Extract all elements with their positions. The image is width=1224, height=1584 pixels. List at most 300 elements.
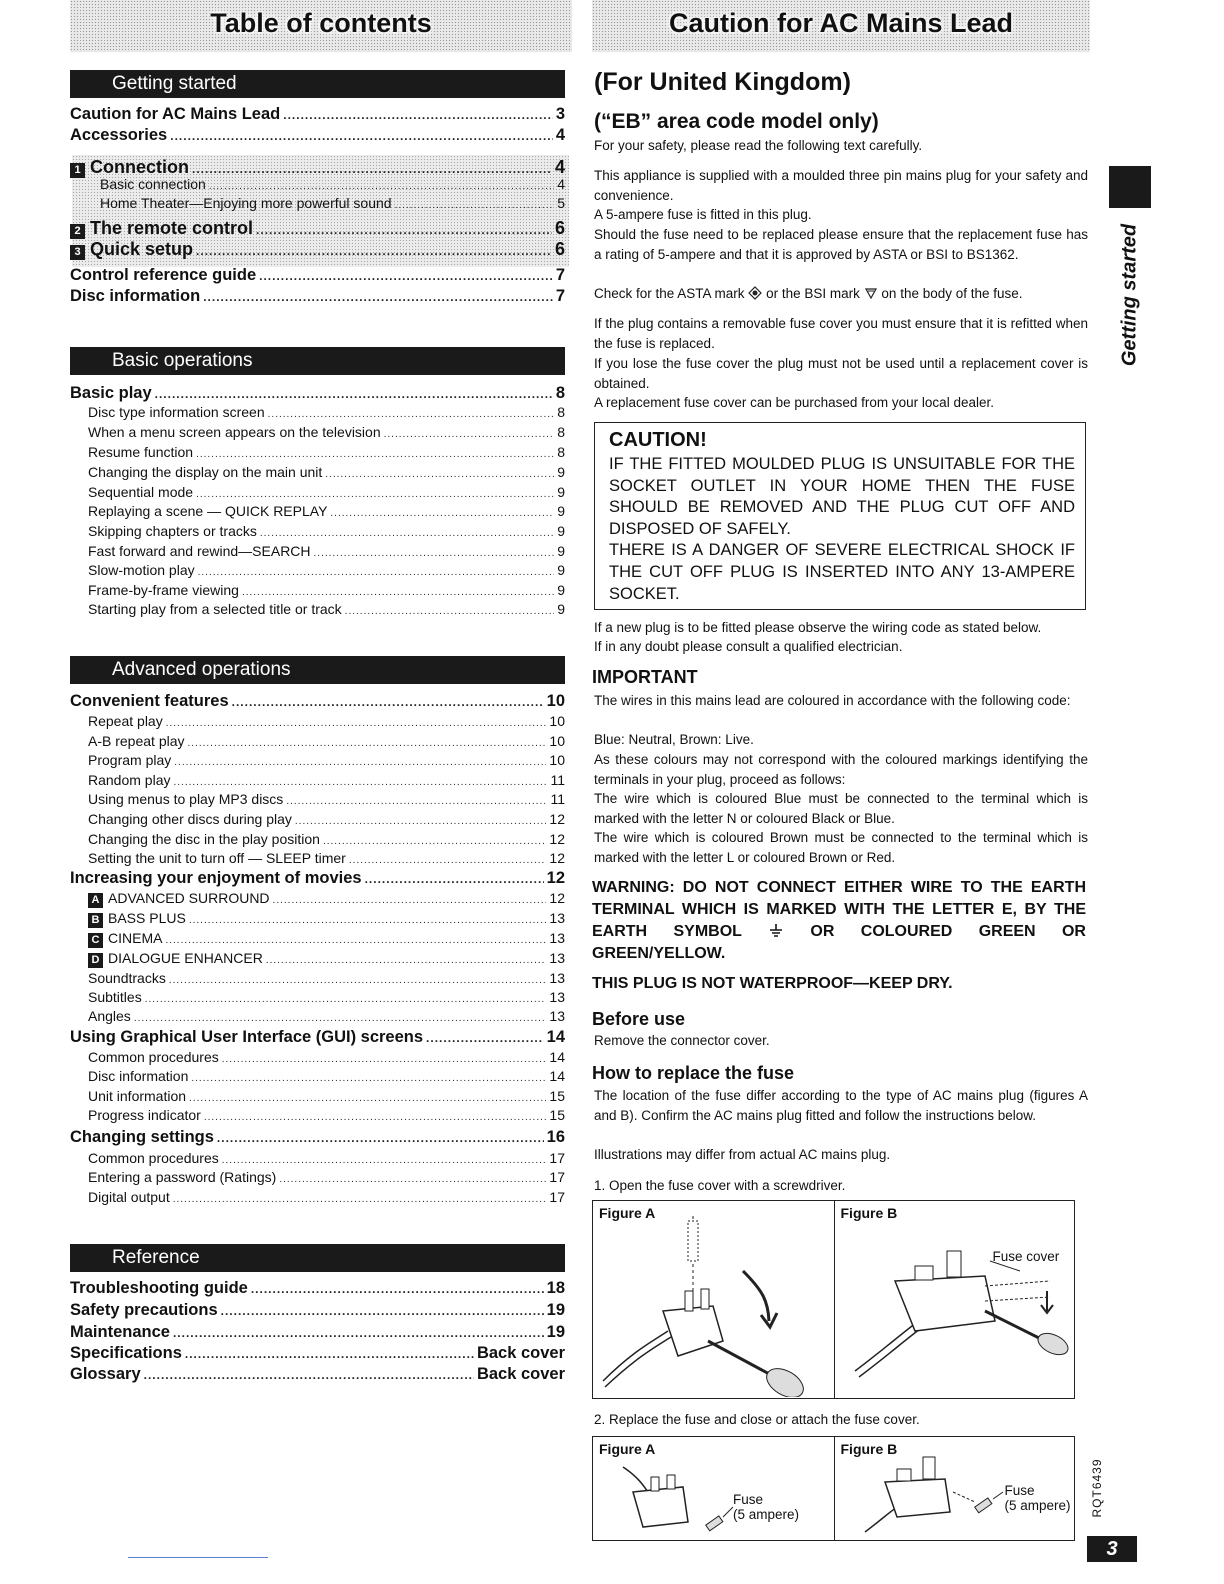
toc-label-text: Using Graphical User Interface (GUI) screens bbox=[70, 1028, 424, 1046]
toc-label-text: Control reference guide bbox=[70, 266, 257, 284]
toc-label bbox=[70, 157, 189, 178]
toc-leader-dots bbox=[273, 895, 547, 906]
replace-fuse-text: The location of the fuse differ according to the type of AC mains plug (figures A and B). Confirm the AC mains plug fitted and follow the instructions below. bbox=[594, 1088, 1088, 1123]
side-tab-text: Getting started bbox=[1118, 223, 1141, 367]
fuse-rating-a: (5 ampere) bbox=[733, 1507, 800, 1522]
toc-row bbox=[70, 1279, 565, 1298]
section-bar-advanced-operations: Advanced operations bbox=[70, 656, 565, 684]
toc-label-text: Angles bbox=[88, 1008, 131, 1024]
important-heading: IMPORTANT bbox=[592, 667, 698, 687]
toc-label bbox=[88, 791, 283, 807]
side-tab-block bbox=[1109, 166, 1151, 208]
toc-row bbox=[70, 1365, 565, 1384]
toc-row bbox=[70, 950, 565, 968]
toc-label-text: Changing the display on the main unit bbox=[88, 464, 323, 480]
toc-page-number: 9 bbox=[557, 523, 565, 539]
toc-leader-dots bbox=[173, 1326, 544, 1340]
toc-badge: B bbox=[88, 913, 103, 928]
earth-symbol-icon bbox=[768, 924, 784, 938]
toc-label-text: Changing other discs during play bbox=[88, 811, 292, 827]
toc-page-number: 8 bbox=[557, 424, 565, 440]
toc-label bbox=[70, 126, 167, 145]
toc-leader-dots bbox=[395, 200, 555, 211]
toc-row bbox=[70, 287, 565, 306]
toc-title: Table of contents bbox=[210, 8, 432, 38]
toc-leader-dots bbox=[169, 975, 547, 986]
toc-label bbox=[70, 105, 280, 124]
toc-page-number: 17 bbox=[549, 1150, 565, 1166]
toc-row bbox=[70, 484, 565, 500]
intro-text: For your safety, please read the following text carefully. bbox=[594, 138, 923, 153]
toc-label-text: Home Theater—Enjoying more powerful sound bbox=[100, 195, 392, 211]
toc-label bbox=[70, 1344, 182, 1363]
toc-page-number: 19 bbox=[546, 1323, 565, 1341]
toc-label bbox=[70, 384, 152, 403]
toc-page-number: 9 bbox=[557, 543, 565, 559]
toc-leader-dots bbox=[283, 108, 553, 122]
footer-link-line bbox=[128, 1557, 268, 1558]
toc-label-text: Program play bbox=[88, 752, 172, 768]
toc-label-text: The remote control bbox=[90, 218, 254, 238]
toc-page-number: 18 bbox=[546, 1279, 565, 1297]
toc-label-text: Disc information bbox=[88, 1068, 189, 1084]
toc-row bbox=[70, 1323, 565, 1342]
toc-leader-dots bbox=[203, 290, 553, 304]
toc-label bbox=[88, 910, 186, 928]
toc-page-number: 11 bbox=[550, 791, 565, 807]
para-fuse-cover: If the plug contains a removable fuse cover you must ensure that it is refitted when the fuse is replaced. bbox=[594, 316, 1088, 351]
toc-page-number: 8 bbox=[557, 444, 565, 460]
toc-leader-dots bbox=[173, 1194, 547, 1205]
toc-leader-dots bbox=[170, 129, 553, 143]
toc-leader-dots bbox=[268, 409, 555, 420]
toc-label bbox=[70, 1323, 170, 1342]
toc-leader-dots bbox=[279, 1174, 546, 1185]
toc-label-text: Starting play from a selected title or track bbox=[88, 601, 342, 617]
section-bar-getting-started: Getting started bbox=[70, 70, 565, 98]
toc-leader-dots bbox=[222, 1054, 547, 1065]
figure-a-open bbox=[593, 1201, 834, 1398]
toc-leader-dots bbox=[323, 836, 546, 847]
toc-label bbox=[88, 772, 171, 788]
toc-leader-dots bbox=[260, 528, 554, 539]
toc-page-number: 3 bbox=[555, 105, 565, 123]
toc-label-text: Specifications bbox=[70, 1344, 182, 1362]
toc-leader-dots bbox=[295, 816, 547, 827]
toc-row bbox=[70, 424, 565, 440]
toc-page-number: 9 bbox=[557, 484, 565, 500]
figure-a-fuse-label: Figure A bbox=[599, 1441, 656, 1457]
toc-row bbox=[70, 582, 565, 598]
toc-leader-dots bbox=[266, 955, 547, 966]
toc-label-text: Setting the unit to turn off — SLEEP timer bbox=[88, 850, 346, 866]
toc-label-text: Fast forward and rewind—SEARCH bbox=[88, 543, 311, 559]
toc-badge: C bbox=[88, 933, 103, 948]
toc-leader-dots bbox=[365, 872, 544, 886]
toc-label-text: Convenient features bbox=[70, 692, 229, 710]
toc-label bbox=[88, 464, 322, 480]
toc-label bbox=[70, 1365, 141, 1384]
toc-page-number: 9 bbox=[557, 562, 565, 578]
para-check-mark bbox=[594, 284, 1088, 304]
plug-screwdriver-illustration bbox=[593, 1201, 821, 1397]
toc-label bbox=[88, 811, 292, 827]
toc-badge: 1 bbox=[70, 163, 85, 178]
toc-label bbox=[70, 1279, 248, 1298]
toc-label bbox=[88, 1169, 276, 1185]
toc-page-number: 10 bbox=[546, 692, 565, 710]
toc-page-number: 12 bbox=[546, 869, 565, 887]
toc-label bbox=[88, 989, 142, 1005]
illustration-note: Illustrations may differ from actual AC mains plug. bbox=[594, 1147, 891, 1162]
toc-label bbox=[88, 930, 162, 948]
toc-label-text: Subtitles bbox=[88, 989, 142, 1005]
toc-label-text: Replaying a scene — QUICK REPLAY bbox=[88, 503, 328, 519]
para-lose-cover: If you lose the fuse cover the plug must not be used until a replacement cover is obtained. bbox=[594, 356, 1088, 391]
toc-label-text: When a menu screen appears on the television bbox=[88, 424, 381, 440]
caution-title: Caution for AC Mains Lead bbox=[668, 8, 1013, 38]
toc-leader-dots bbox=[204, 1112, 547, 1123]
toc-row bbox=[70, 601, 565, 617]
toc-row bbox=[70, 752, 565, 768]
toc-label-text: Glossary bbox=[70, 1365, 141, 1383]
toc-label bbox=[88, 543, 311, 559]
para-new-plug: If a new plug is to be fitted please observe the wiring code as stated below. bbox=[594, 620, 1042, 635]
toc-page-number: 12 bbox=[549, 811, 565, 827]
toc-row bbox=[70, 1008, 565, 1024]
toc-leader-dots bbox=[259, 269, 553, 283]
toc-row bbox=[70, 523, 565, 539]
toc-label-text: Digital output bbox=[88, 1189, 170, 1205]
replace-fuse-heading: How to replace the fuse bbox=[592, 1063, 795, 1083]
toc-label-text: CINEMA bbox=[108, 930, 163, 946]
toc-row bbox=[70, 176, 565, 192]
toc-label-text: Accessories bbox=[70, 126, 168, 144]
toc-page-number: 9 bbox=[557, 464, 565, 480]
model-code: RQT6439 bbox=[1090, 1458, 1104, 1518]
toc-page-number: 13 bbox=[549, 910, 565, 926]
toc-page-number: 4 bbox=[555, 126, 565, 144]
figure-b-label: Figure B bbox=[840, 1205, 898, 1221]
caution-box-text-1: IF THE FITTED MOULDED PLUG IS UNSUITABLE FOR THE SOCKET OUTLET IN YOUR HOME THEN THE FUSE SHOULD BE REMOVED AND THE PLUG CUT OFF AND DISPOSED OF SAFELY. bbox=[609, 455, 1075, 538]
toc-label bbox=[88, 850, 346, 866]
toc-row bbox=[70, 266, 565, 285]
toc-row bbox=[70, 1107, 565, 1123]
before-use-text: Remove the connector cover. bbox=[594, 1033, 770, 1048]
toc-label-text: Entering a password (Ratings) bbox=[88, 1169, 277, 1185]
toc-label-text: Frame-by-frame viewing bbox=[88, 582, 239, 598]
toc-row bbox=[70, 1028, 565, 1047]
toc-row bbox=[70, 105, 565, 124]
toc-label-text: A-B repeat play bbox=[88, 733, 185, 749]
imp-markings: As these colours may not correspond with the coloured markings identifying the terminals in your plug, proceed as follows: bbox=[594, 752, 1088, 787]
toc-label bbox=[88, 831, 320, 847]
toc-page-number: 5 bbox=[557, 195, 565, 211]
toc-leader-dots bbox=[196, 449, 554, 460]
toc-label-text: Skipping chapters or tracks bbox=[88, 523, 257, 539]
toc-row bbox=[70, 195, 565, 211]
toc-label-text: Troubleshooting guide bbox=[70, 1279, 248, 1297]
figure-b-open bbox=[834, 1201, 1075, 1398]
toc-label-text: Sequential mode bbox=[88, 484, 194, 500]
toc-label-text: Basic connection bbox=[100, 176, 206, 192]
toc-label-text: Changing settings bbox=[70, 1128, 214, 1146]
toc-page-number: 7 bbox=[555, 287, 565, 305]
toc-label bbox=[70, 266, 256, 285]
toc-leader-dots bbox=[217, 1131, 544, 1145]
toc-label-text: ADVANCED SURROUND bbox=[108, 890, 270, 906]
toc-page-number: 13 bbox=[549, 989, 565, 1005]
para-electrician: If in any doubt please consult a qualified electrician. bbox=[594, 639, 903, 654]
toc-label bbox=[88, 1008, 131, 1024]
toc-header bbox=[70, 0, 572, 52]
toc-label-text: Random play bbox=[88, 772, 171, 788]
toc-leader-dots bbox=[314, 548, 555, 559]
toc-row bbox=[70, 692, 565, 711]
toc-page-number: 13 bbox=[549, 950, 565, 966]
fuse-rating-b: (5 ampere) bbox=[1004, 1498, 1071, 1513]
para-replacement: Should the fuse need to be replaced please ensure that the replacement fuse has a rating of 5-ampere and that it is approved by ASTA or BSI to BS1362. bbox=[594, 227, 1088, 262]
toc-badge: D bbox=[88, 953, 103, 968]
figure-a-label: Figure A bbox=[599, 1205, 656, 1221]
toc-leader-dots bbox=[384, 429, 555, 440]
section-bar-reference: Reference bbox=[70, 1244, 565, 1272]
toc-leader-dots bbox=[196, 244, 552, 258]
section-bar-basic-operations: Basic operations bbox=[70, 347, 565, 375]
fuse-text-a: Fuse bbox=[733, 1492, 764, 1507]
toc-page-number: 14 bbox=[546, 1028, 565, 1046]
toc-page-number: 12 bbox=[549, 850, 565, 866]
warning-text bbox=[592, 877, 1086, 965]
toc-row bbox=[70, 384, 565, 403]
toc-label bbox=[88, 890, 270, 908]
toc-label bbox=[88, 1189, 170, 1205]
toc-row bbox=[70, 1049, 565, 1065]
toc-row bbox=[70, 713, 565, 729]
toc-label-text: Unit information bbox=[88, 1088, 187, 1104]
toc-leader-dots bbox=[192, 162, 552, 176]
toc-row bbox=[70, 1301, 565, 1320]
toc-page-number: 14 bbox=[549, 1049, 565, 1065]
toc-label bbox=[70, 1028, 423, 1047]
toc-label bbox=[88, 523, 257, 539]
toc-leader-dots bbox=[185, 1347, 474, 1361]
toc-label bbox=[88, 1049, 219, 1065]
toc-leader-dots bbox=[426, 1031, 544, 1045]
toc-leader-dots bbox=[196, 489, 554, 500]
toc-leader-dots bbox=[144, 1368, 474, 1382]
toc-leader-dots bbox=[198, 567, 555, 578]
asta-mark-icon bbox=[748, 286, 762, 300]
toc-label-text: Maintenance bbox=[70, 1323, 170, 1341]
fuse-text-b: Fuse bbox=[1004, 1483, 1035, 1498]
toc-row bbox=[70, 1068, 565, 1084]
toc-row bbox=[70, 989, 565, 1005]
toc-row bbox=[70, 733, 565, 749]
toc-leader-dots bbox=[189, 915, 547, 926]
toc-label-text: Changing the disc in the play position bbox=[88, 831, 320, 847]
toc-row bbox=[70, 869, 565, 888]
toc-page-number: 13 bbox=[549, 970, 565, 986]
toc-page-number: 8 bbox=[557, 404, 565, 420]
caution-box-title: CAUTION! bbox=[609, 429, 707, 451]
toc-leader-dots bbox=[345, 606, 555, 617]
toc-page-number: 12 bbox=[549, 831, 565, 847]
toc-page-number: 17 bbox=[549, 1169, 565, 1185]
para-fuse-fitted: A 5-ampere fuse is fitted in this plug. bbox=[594, 207, 812, 222]
toc-row bbox=[70, 1344, 565, 1363]
figure-box-replace-fuse bbox=[592, 1436, 1075, 1541]
toc-label bbox=[88, 503, 327, 519]
toc-label bbox=[88, 950, 263, 968]
toc-row bbox=[70, 503, 565, 519]
toc-page-number: 16 bbox=[546, 1128, 565, 1146]
warning-text-b: OR COLOURED GREEN OR GREEN/YELLOW. bbox=[592, 923, 1086, 962]
toc-page-number: 11 bbox=[550, 772, 565, 788]
bsi-mark-icon bbox=[864, 286, 878, 300]
waterproof-warning: THIS PLUG IS NOT WATERPROOF—KEEP DRY. bbox=[592, 975, 953, 992]
toc-leader-dots bbox=[209, 181, 554, 192]
toc-label bbox=[88, 1150, 219, 1166]
toc-row bbox=[70, 1150, 565, 1166]
figure-box-open-cover bbox=[592, 1200, 1075, 1399]
toc-leader-dots bbox=[188, 738, 547, 749]
step-2: 2. Replace the fuse and close or attach the fuse cover. bbox=[594, 1412, 920, 1427]
toc-label bbox=[88, 733, 185, 749]
toc-row bbox=[70, 890, 565, 908]
toc-label-text: Repeat play bbox=[88, 713, 163, 729]
toc-label-text: DIALOGUE ENHANCER bbox=[108, 950, 263, 966]
toc-label-text: Connection bbox=[90, 157, 189, 177]
para-dealer: A replacement fuse cover can be purchased from your local dealer. bbox=[594, 395, 994, 410]
toc-leader-dots bbox=[256, 223, 552, 237]
figure-a-fuse bbox=[593, 1437, 834, 1540]
figure-b-fuse-label: Figure B bbox=[840, 1441, 898, 1457]
toc-label bbox=[88, 444, 193, 460]
toc-label bbox=[88, 970, 166, 986]
check-text-a: Check for the ASTA mark bbox=[594, 286, 745, 301]
toc-page-number: 15 bbox=[549, 1107, 565, 1123]
uk-heading: (For United Kingdom) bbox=[594, 68, 851, 96]
toc-label bbox=[70, 287, 200, 306]
toc-label bbox=[100, 195, 392, 211]
toc-badge: 2 bbox=[70, 224, 85, 239]
toc-page-number: Back cover bbox=[476, 1344, 565, 1362]
toc-leader-dots bbox=[134, 1013, 547, 1024]
toc-leader-dots bbox=[165, 935, 546, 946]
toc-label-text: Slow-motion play bbox=[88, 562, 195, 578]
toc-page-number: 6 bbox=[554, 239, 565, 259]
toc-page-number: 9 bbox=[557, 582, 565, 598]
toc-leader-dots bbox=[174, 757, 546, 768]
toc-row bbox=[70, 930, 565, 948]
toc-page-number: 13 bbox=[549, 1008, 565, 1024]
toc-leader-dots bbox=[232, 695, 544, 709]
check-text-b: or the BSI mark bbox=[766, 286, 860, 301]
toc-page-number: 6 bbox=[554, 218, 565, 238]
toc-leader-dots bbox=[222, 1155, 547, 1166]
toc-label bbox=[70, 1301, 218, 1320]
toc-leader-dots bbox=[221, 1304, 544, 1318]
toc-row bbox=[70, 910, 565, 928]
toc-label-text: Disc type information screen bbox=[88, 404, 265, 420]
toc-row bbox=[70, 157, 565, 178]
toc-label bbox=[88, 562, 195, 578]
toc-label-text: Common procedures bbox=[88, 1150, 219, 1166]
toc-label bbox=[70, 869, 362, 888]
toc-badge: A bbox=[88, 893, 103, 908]
before-use-heading: Before use bbox=[592, 1009, 686, 1029]
toc-label bbox=[88, 424, 381, 440]
toc-leader-dots bbox=[349, 855, 547, 866]
toc-row bbox=[70, 404, 565, 420]
toc-page-number: 19 bbox=[546, 1301, 565, 1319]
toc-page-number: 4 bbox=[554, 157, 565, 177]
toc-leader-dots bbox=[145, 994, 547, 1005]
toc-page-number: 15 bbox=[549, 1088, 565, 1104]
toc-page-number: 17 bbox=[549, 1189, 565, 1205]
toc-label bbox=[88, 601, 342, 617]
toc-leader-dots bbox=[251, 1282, 544, 1296]
toc-label bbox=[88, 1107, 201, 1123]
toc-leader-dots bbox=[166, 718, 547, 729]
toc-page-number: 10 bbox=[549, 713, 565, 729]
caution-box bbox=[594, 422, 1086, 610]
toc-label bbox=[88, 713, 163, 729]
toc-label bbox=[70, 692, 229, 711]
toc-label bbox=[70, 1128, 214, 1147]
toc-label-text: Increasing your enjoyment of movies bbox=[70, 869, 362, 887]
eb-subheading: (“EB” area code model only) bbox=[594, 110, 879, 133]
plug-fuse-cover-illustration bbox=[835, 1201, 1087, 1397]
toc-label-text: Soundtracks bbox=[88, 970, 166, 986]
toc-row bbox=[70, 850, 565, 866]
para-supplied: This appliance is supplied with a moulded three pin mains plug for your safety and convenience. bbox=[594, 168, 1088, 203]
toc-page-number: Back cover bbox=[476, 1365, 565, 1383]
toc-label-text: Resume function bbox=[88, 444, 194, 460]
toc-label bbox=[88, 484, 193, 500]
imp-blue: The wire which is coloured Blue must be connected to the terminal which is marked with the letter N or coloured Black or Blue. bbox=[594, 791, 1088, 826]
toc-row bbox=[70, 772, 565, 788]
toc-page-number: 8 bbox=[555, 384, 565, 402]
toc-row bbox=[70, 970, 565, 986]
toc-page-number: 9 bbox=[557, 601, 565, 617]
toc-leader-dots bbox=[286, 796, 547, 807]
caution-box-text-2: THERE IS A DANGER OF SEVERE ELECTRICAL SHOCK IF THE CUT OFF PLUG IS INSERTED INTO ANY 13-AMPERE SOCKET. bbox=[609, 541, 1075, 603]
toc-label-text: Disc information bbox=[70, 287, 201, 305]
toc-row bbox=[70, 543, 565, 559]
toc-page-number: 4 bbox=[557, 176, 565, 192]
toc-row bbox=[70, 1088, 565, 1104]
toc-leader-dots bbox=[191, 1073, 546, 1084]
toc-badge: 3 bbox=[70, 245, 85, 260]
toc-page-number: 10 bbox=[549, 733, 565, 749]
toc-row bbox=[70, 1189, 565, 1205]
fuse-cover-label: Fuse cover bbox=[992, 1249, 1060, 1264]
toc-label-text: BASS PLUS bbox=[108, 910, 186, 926]
toc-label-text: Basic play bbox=[70, 384, 152, 402]
toc-row bbox=[70, 239, 565, 260]
page-number: 3 bbox=[1087, 1536, 1137, 1562]
toc-row bbox=[70, 811, 565, 827]
toc-page-number: 10 bbox=[549, 752, 565, 768]
fuse-b-illustration bbox=[835, 1437, 1087, 1539]
toc-leader-dots bbox=[174, 777, 548, 788]
toc-label-text: Common procedures bbox=[88, 1049, 219, 1065]
toc-leader-dots bbox=[242, 587, 554, 598]
toc-leader-dots bbox=[330, 508, 554, 519]
toc-label-text: Quick setup bbox=[90, 239, 194, 259]
